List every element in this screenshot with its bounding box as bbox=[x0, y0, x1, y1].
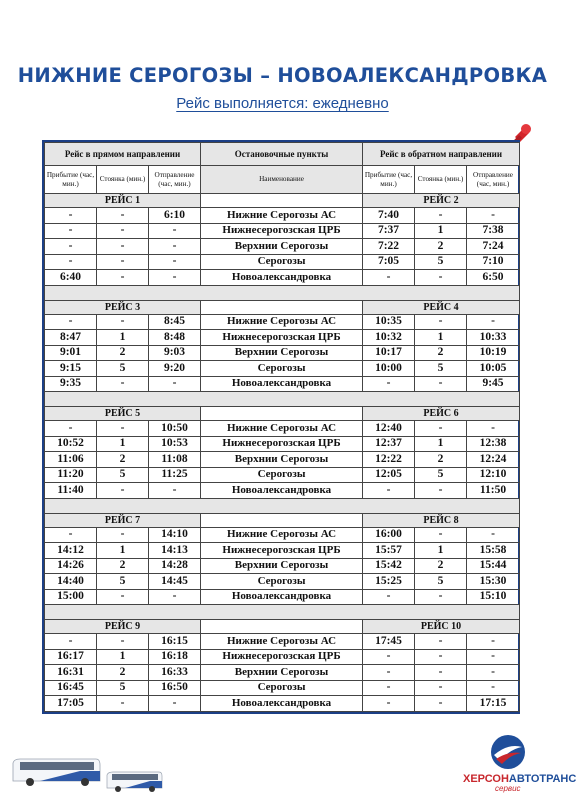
back-departure-cell: 11:50 bbox=[467, 483, 520, 499]
table-row bbox=[45, 223, 520, 239]
fwd-stay-cell: 1 bbox=[97, 330, 149, 346]
bus-icon bbox=[10, 757, 102, 787]
fwd-arrival-cell: 9:15 bbox=[45, 361, 97, 377]
backward-trip-label: РЕЙС 8 bbox=[363, 513, 520, 527]
backward-trip-label: РЕЙС 10 bbox=[363, 620, 520, 634]
stop-name-cell: Нижнесерогозская ЦРБ bbox=[201, 436, 363, 452]
back-stay-cell: 5 bbox=[415, 574, 467, 590]
back-stay-cell: 5 bbox=[415, 467, 467, 483]
back-departure-cell: - bbox=[467, 527, 520, 543]
back-arrival-cell: - bbox=[363, 649, 415, 665]
schedule-subtitle bbox=[0, 95, 565, 112]
stop-name-cell: Нижние Серогозы АС bbox=[201, 314, 363, 330]
fwd-stay-cell: - bbox=[97, 223, 149, 239]
stop-name-cell: Верхнии Серогозы bbox=[201, 452, 363, 468]
back-stay-cell: - bbox=[415, 696, 467, 712]
table-row bbox=[45, 680, 520, 696]
logo-subtitle: сервис bbox=[495, 784, 521, 793]
fwd-departure-cell: 16:50 bbox=[149, 680, 201, 696]
trip-label-spacer bbox=[201, 620, 363, 634]
fwd-arrival-cell: 11:06 bbox=[45, 452, 97, 468]
company-logo-icon bbox=[490, 733, 526, 771]
arrival-header: Прибытие (час, мин.) bbox=[45, 166, 97, 194]
stops-header: Остановочные пункты bbox=[201, 143, 363, 166]
table-row bbox=[45, 239, 520, 255]
stop-name-cell: Серогозы bbox=[201, 254, 363, 270]
fwd-departure-cell: 14:28 bbox=[149, 558, 201, 574]
back-departure-cell: - bbox=[467, 208, 520, 224]
fwd-stay-cell: 2 bbox=[97, 558, 149, 574]
table-row bbox=[45, 330, 520, 346]
table-row bbox=[45, 574, 520, 590]
fwd-stay-cell: 2 bbox=[97, 452, 149, 468]
stop-name-cell: Серогозы bbox=[201, 574, 363, 590]
fwd-stay-cell: 1 bbox=[97, 436, 149, 452]
fwd-stay-cell: 5 bbox=[97, 467, 149, 483]
fwd-arrival-cell: - bbox=[45, 223, 97, 239]
stop-name-cell: Новоалександровка bbox=[201, 376, 363, 392]
back-arrival-cell: 12:37 bbox=[363, 436, 415, 452]
back-departure-cell: 7:38 bbox=[467, 223, 520, 239]
fwd-stay-cell: - bbox=[97, 208, 149, 224]
name-header: Наименование bbox=[201, 166, 363, 194]
departure-header: Отправление (час, мин.) bbox=[467, 166, 520, 194]
fwd-stay-cell: 5 bbox=[97, 361, 149, 377]
back-departure-cell: - bbox=[467, 314, 520, 330]
fwd-stay-cell: - bbox=[97, 634, 149, 650]
stop-name-cell: Верхнии Серогозы bbox=[201, 665, 363, 681]
separator-cell bbox=[45, 498, 520, 513]
fwd-stay-cell: - bbox=[97, 239, 149, 255]
table-row bbox=[45, 589, 520, 605]
back-stay-cell: 1 bbox=[415, 543, 467, 559]
back-arrival-cell: - bbox=[363, 483, 415, 499]
trip-label-spacer bbox=[201, 300, 363, 314]
trip-label-spacer bbox=[201, 407, 363, 421]
block-separator bbox=[45, 498, 520, 513]
table-row bbox=[45, 558, 520, 574]
forward-trip-label: РЕЙС 5 bbox=[45, 407, 201, 421]
fwd-arrival-cell: - bbox=[45, 208, 97, 224]
table-row bbox=[45, 345, 520, 361]
fwd-stay-cell: - bbox=[97, 527, 149, 543]
fwd-arrival-cell: - bbox=[45, 421, 97, 437]
fwd-departure-cell: 8:48 bbox=[149, 330, 201, 346]
fwd-departure-cell: 16:18 bbox=[149, 649, 201, 665]
back-stay-cell: 2 bbox=[415, 345, 467, 361]
back-stay-cell: - bbox=[415, 376, 467, 392]
fwd-departure-cell: - bbox=[149, 696, 201, 712]
block-separator bbox=[45, 605, 520, 620]
back-stay-cell: 2 bbox=[415, 452, 467, 468]
trip-label-row bbox=[45, 513, 520, 527]
separator-cell bbox=[45, 605, 520, 620]
back-stay-cell: - bbox=[415, 314, 467, 330]
fwd-departure-cell: - bbox=[149, 270, 201, 286]
table-row bbox=[45, 467, 520, 483]
back-departure-cell: - bbox=[467, 680, 520, 696]
subtitle-text: Рейс выполняется: ежедневно bbox=[176, 95, 389, 112]
fwd-departure-cell: 14:10 bbox=[149, 527, 201, 543]
table-row bbox=[45, 436, 520, 452]
back-arrival-cell: 10:35 bbox=[363, 314, 415, 330]
back-departure-cell: 15:44 bbox=[467, 558, 520, 574]
back-stay-cell: - bbox=[415, 421, 467, 437]
fwd-stay-cell: 5 bbox=[97, 574, 149, 590]
fwd-stay-cell: 5 bbox=[97, 680, 149, 696]
back-departure-cell: - bbox=[467, 665, 520, 681]
header-row-sub bbox=[45, 166, 520, 194]
back-arrival-cell: 15:42 bbox=[363, 558, 415, 574]
back-arrival-cell: - bbox=[363, 376, 415, 392]
fwd-arrival-cell: 16:45 bbox=[45, 680, 97, 696]
back-arrival-cell: - bbox=[363, 696, 415, 712]
table-row bbox=[45, 527, 520, 543]
back-departure-cell: 6:50 bbox=[467, 270, 520, 286]
schedule-table-frame bbox=[42, 140, 520, 714]
fwd-stay-cell: 1 bbox=[97, 649, 149, 665]
fwd-stay-cell: 2 bbox=[97, 665, 149, 681]
back-departure-cell: 7:24 bbox=[467, 239, 520, 255]
fwd-departure-cell: 8:45 bbox=[149, 314, 201, 330]
table-row bbox=[45, 649, 520, 665]
fwd-departure-cell: - bbox=[149, 254, 201, 270]
back-stay-cell: 1 bbox=[415, 223, 467, 239]
fwd-stay-cell: 2 bbox=[97, 345, 149, 361]
back-departure-cell: 10:33 bbox=[467, 330, 520, 346]
schedule-table bbox=[44, 142, 520, 712]
departure-header: Отправление (час, мин.) bbox=[149, 166, 201, 194]
back-arrival-cell: 7:37 bbox=[363, 223, 415, 239]
table-row bbox=[45, 361, 520, 377]
fwd-stay-cell: - bbox=[97, 270, 149, 286]
separator-cell bbox=[45, 285, 520, 300]
fwd-arrival-cell: 14:26 bbox=[45, 558, 97, 574]
fwd-arrival-cell: 10:52 bbox=[45, 436, 97, 452]
table-row bbox=[45, 665, 520, 681]
fwd-arrival-cell: 9:01 bbox=[45, 345, 97, 361]
fwd-arrival-cell: 16:31 bbox=[45, 665, 97, 681]
trip-label-row bbox=[45, 300, 520, 314]
stop-name-cell: Нижнесерогозская ЦРБ bbox=[201, 223, 363, 239]
fwd-arrival-cell: - bbox=[45, 634, 97, 650]
stop-name-cell: Нижнесерогозская ЦРБ bbox=[201, 543, 363, 559]
back-arrival-cell: 12:05 bbox=[363, 467, 415, 483]
back-arrival-cell: - bbox=[363, 665, 415, 681]
fwd-arrival-cell: 17:05 bbox=[45, 696, 97, 712]
back-stay-cell: 1 bbox=[415, 436, 467, 452]
trip-label-spacer bbox=[201, 513, 363, 527]
back-departure-cell: 12:38 bbox=[467, 436, 520, 452]
fwd-arrival-cell: 14:12 bbox=[45, 543, 97, 559]
fwd-arrival-cell: 14:40 bbox=[45, 574, 97, 590]
trip-label-row bbox=[45, 620, 520, 634]
stop-name-cell: Нижние Серогозы АС bbox=[201, 421, 363, 437]
stop-name-cell: Нижнесерогозская ЦРБ bbox=[201, 330, 363, 346]
fwd-stay-cell: - bbox=[97, 483, 149, 499]
fwd-arrival-cell: 16:17 bbox=[45, 649, 97, 665]
stay-header: Стоянка (мин.) bbox=[415, 166, 467, 194]
fwd-stay-cell: 1 bbox=[97, 543, 149, 559]
back-arrival-cell: 10:17 bbox=[363, 345, 415, 361]
back-departure-cell: 7:10 bbox=[467, 254, 520, 270]
backward-trip-label: РЕЙС 4 bbox=[363, 300, 520, 314]
fwd-departure-cell: 14:45 bbox=[149, 574, 201, 590]
fwd-departure-cell: 9:03 bbox=[149, 345, 201, 361]
trip-label-row bbox=[45, 407, 520, 421]
back-arrival-cell: 16:00 bbox=[363, 527, 415, 543]
fwd-departure-cell: - bbox=[149, 483, 201, 499]
block-separator bbox=[45, 285, 520, 300]
stop-name-cell: Новоалександровка bbox=[201, 589, 363, 605]
back-arrival-cell: 7:22 bbox=[363, 239, 415, 255]
table-row bbox=[45, 376, 520, 392]
stop-name-cell: Нижние Серогозы АС bbox=[201, 634, 363, 650]
back-arrival-cell: 15:57 bbox=[363, 543, 415, 559]
trip-label-spacer bbox=[201, 194, 363, 208]
back-stay-cell: 5 bbox=[415, 361, 467, 377]
back-arrival-cell: 10:00 bbox=[363, 361, 415, 377]
backward-trip-label: РЕЙС 6 bbox=[363, 407, 520, 421]
back-departure-cell: - bbox=[467, 649, 520, 665]
back-departure-cell: 10:05 bbox=[467, 361, 520, 377]
back-stay-cell: - bbox=[415, 483, 467, 499]
fwd-arrival-cell: 6:40 bbox=[45, 270, 97, 286]
fwd-stay-cell: - bbox=[97, 314, 149, 330]
back-stay-cell: 5 bbox=[415, 254, 467, 270]
separator-cell bbox=[45, 392, 520, 407]
forward-trip-label: РЕЙС 1 bbox=[45, 194, 201, 208]
forward-direction-header: Рейс в прямом направлении bbox=[45, 143, 201, 166]
fwd-departure-cell: 11:08 bbox=[149, 452, 201, 468]
back-stay-cell: - bbox=[415, 634, 467, 650]
logo-brand-blue: АВТОТРАНС bbox=[508, 773, 576, 785]
fwd-departure-cell: 9:20 bbox=[149, 361, 201, 377]
stop-name-cell: Нижнесерогозская ЦРБ bbox=[201, 649, 363, 665]
fwd-arrival-cell: - bbox=[45, 239, 97, 255]
back-arrival-cell: - bbox=[363, 589, 415, 605]
fwd-departure-cell: 16:15 bbox=[149, 634, 201, 650]
forward-trip-label: РЕЙС 9 bbox=[45, 620, 201, 634]
back-departure-cell: 17:15 bbox=[467, 696, 520, 712]
table-row bbox=[45, 543, 520, 559]
stop-name-cell: Серогозы bbox=[201, 680, 363, 696]
back-departure-cell: - bbox=[467, 634, 520, 650]
stop-name-cell: Нижние Серогозы АС bbox=[201, 527, 363, 543]
fwd-stay-cell: - bbox=[97, 589, 149, 605]
stop-name-cell: Верхнии Серогозы bbox=[201, 239, 363, 255]
table-row bbox=[45, 696, 520, 712]
fwd-departure-cell: 16:33 bbox=[149, 665, 201, 681]
backward-direction-header: Рейс в обратном направлении bbox=[363, 143, 520, 166]
back-departure-cell: 15:10 bbox=[467, 589, 520, 605]
back-arrival-cell: 17:45 bbox=[363, 634, 415, 650]
stop-name-cell: Верхнии Серогозы bbox=[201, 558, 363, 574]
back-departure-cell: 10:19 bbox=[467, 345, 520, 361]
trip-label-row bbox=[45, 194, 520, 208]
forward-trip-label: РЕЙС 7 bbox=[45, 513, 201, 527]
logo-brand-red: ХЕРСОН bbox=[463, 773, 509, 785]
back-arrival-cell: 7:40 bbox=[363, 208, 415, 224]
table-row bbox=[45, 270, 520, 286]
back-stay-cell: - bbox=[415, 589, 467, 605]
back-stay-cell: - bbox=[415, 649, 467, 665]
back-stay-cell: - bbox=[415, 665, 467, 681]
fwd-arrival-cell: - bbox=[45, 314, 97, 330]
stay-header: Стоянка (мин.) bbox=[97, 166, 149, 194]
fwd-arrival-cell: 11:20 bbox=[45, 467, 97, 483]
table-row bbox=[45, 483, 520, 499]
fwd-departure-cell: 14:13 bbox=[149, 543, 201, 559]
stop-name-cell: Серогозы bbox=[201, 361, 363, 377]
fwd-departure-cell: - bbox=[149, 223, 201, 239]
back-departure-cell: - bbox=[467, 421, 520, 437]
back-stay-cell: - bbox=[415, 527, 467, 543]
fwd-arrival-cell: 8:47 bbox=[45, 330, 97, 346]
backward-trip-label: РЕЙС 2 bbox=[363, 194, 520, 208]
fwd-arrival-cell: 15:00 bbox=[45, 589, 97, 605]
fwd-arrival-cell: - bbox=[45, 527, 97, 543]
fwd-departure-cell: - bbox=[149, 589, 201, 605]
back-arrival-cell: 15:25 bbox=[363, 574, 415, 590]
stop-name-cell: Верхнии Серогозы bbox=[201, 345, 363, 361]
back-departure-cell: 12:10 bbox=[467, 467, 520, 483]
back-arrival-cell: - bbox=[363, 680, 415, 696]
fwd-departure-cell: 6:10 bbox=[149, 208, 201, 224]
fwd-arrival-cell: - bbox=[45, 254, 97, 270]
back-arrival-cell: 12:40 bbox=[363, 421, 415, 437]
stop-name-cell: Нижние Серогозы АС bbox=[201, 208, 363, 224]
fwd-stay-cell: - bbox=[97, 421, 149, 437]
table-row bbox=[45, 421, 520, 437]
fwd-stay-cell: - bbox=[97, 376, 149, 392]
stop-name-cell: Новоалександровка bbox=[201, 696, 363, 712]
back-departure-cell: 12:24 bbox=[467, 452, 520, 468]
back-stay-cell: 2 bbox=[415, 558, 467, 574]
stop-name-cell: Серогозы bbox=[201, 467, 363, 483]
fwd-departure-cell: - bbox=[149, 239, 201, 255]
back-stay-cell: - bbox=[415, 208, 467, 224]
fwd-departure-cell: 10:50 bbox=[149, 421, 201, 437]
page-title: НИЖНИЕ СЕРОГОЗЫ – НОВОАЛЕКСАНДРОВКА bbox=[17, 64, 548, 87]
table-row bbox=[45, 254, 520, 270]
fwd-departure-cell: 10:53 bbox=[149, 436, 201, 452]
back-departure-cell: 9:45 bbox=[467, 376, 520, 392]
back-stay-cell: - bbox=[415, 680, 467, 696]
fwd-departure-cell: 11:25 bbox=[149, 467, 201, 483]
forward-trip-label: РЕЙС 3 bbox=[45, 300, 201, 314]
stop-name-cell: Новоалександровка bbox=[201, 483, 363, 499]
fwd-arrival-cell: 9:35 bbox=[45, 376, 97, 392]
back-departure-cell: 15:58 bbox=[467, 543, 520, 559]
back-stay-cell: 1 bbox=[415, 330, 467, 346]
fwd-arrival-cell: 11:40 bbox=[45, 483, 97, 499]
stop-name-cell: Новоалександровка bbox=[201, 270, 363, 286]
back-stay-cell: 2 bbox=[415, 239, 467, 255]
back-departure-cell: 15:30 bbox=[467, 574, 520, 590]
table-row bbox=[45, 314, 520, 330]
back-stay-cell: - bbox=[415, 270, 467, 286]
bus-icon bbox=[105, 771, 163, 793]
back-arrival-cell: - bbox=[363, 270, 415, 286]
back-arrival-cell: 7:05 bbox=[363, 254, 415, 270]
header-row-top bbox=[45, 143, 520, 166]
back-arrival-cell: 12:22 bbox=[363, 452, 415, 468]
fwd-stay-cell: - bbox=[97, 696, 149, 712]
arrival-header: Прибытие (час, мин.) bbox=[363, 166, 415, 194]
block-separator bbox=[45, 392, 520, 407]
fwd-departure-cell: - bbox=[149, 376, 201, 392]
back-arrival-cell: 10:32 bbox=[363, 330, 415, 346]
table-row bbox=[45, 452, 520, 468]
fwd-stay-cell: - bbox=[97, 254, 149, 270]
table-row bbox=[45, 208, 520, 224]
table-row bbox=[45, 634, 520, 650]
